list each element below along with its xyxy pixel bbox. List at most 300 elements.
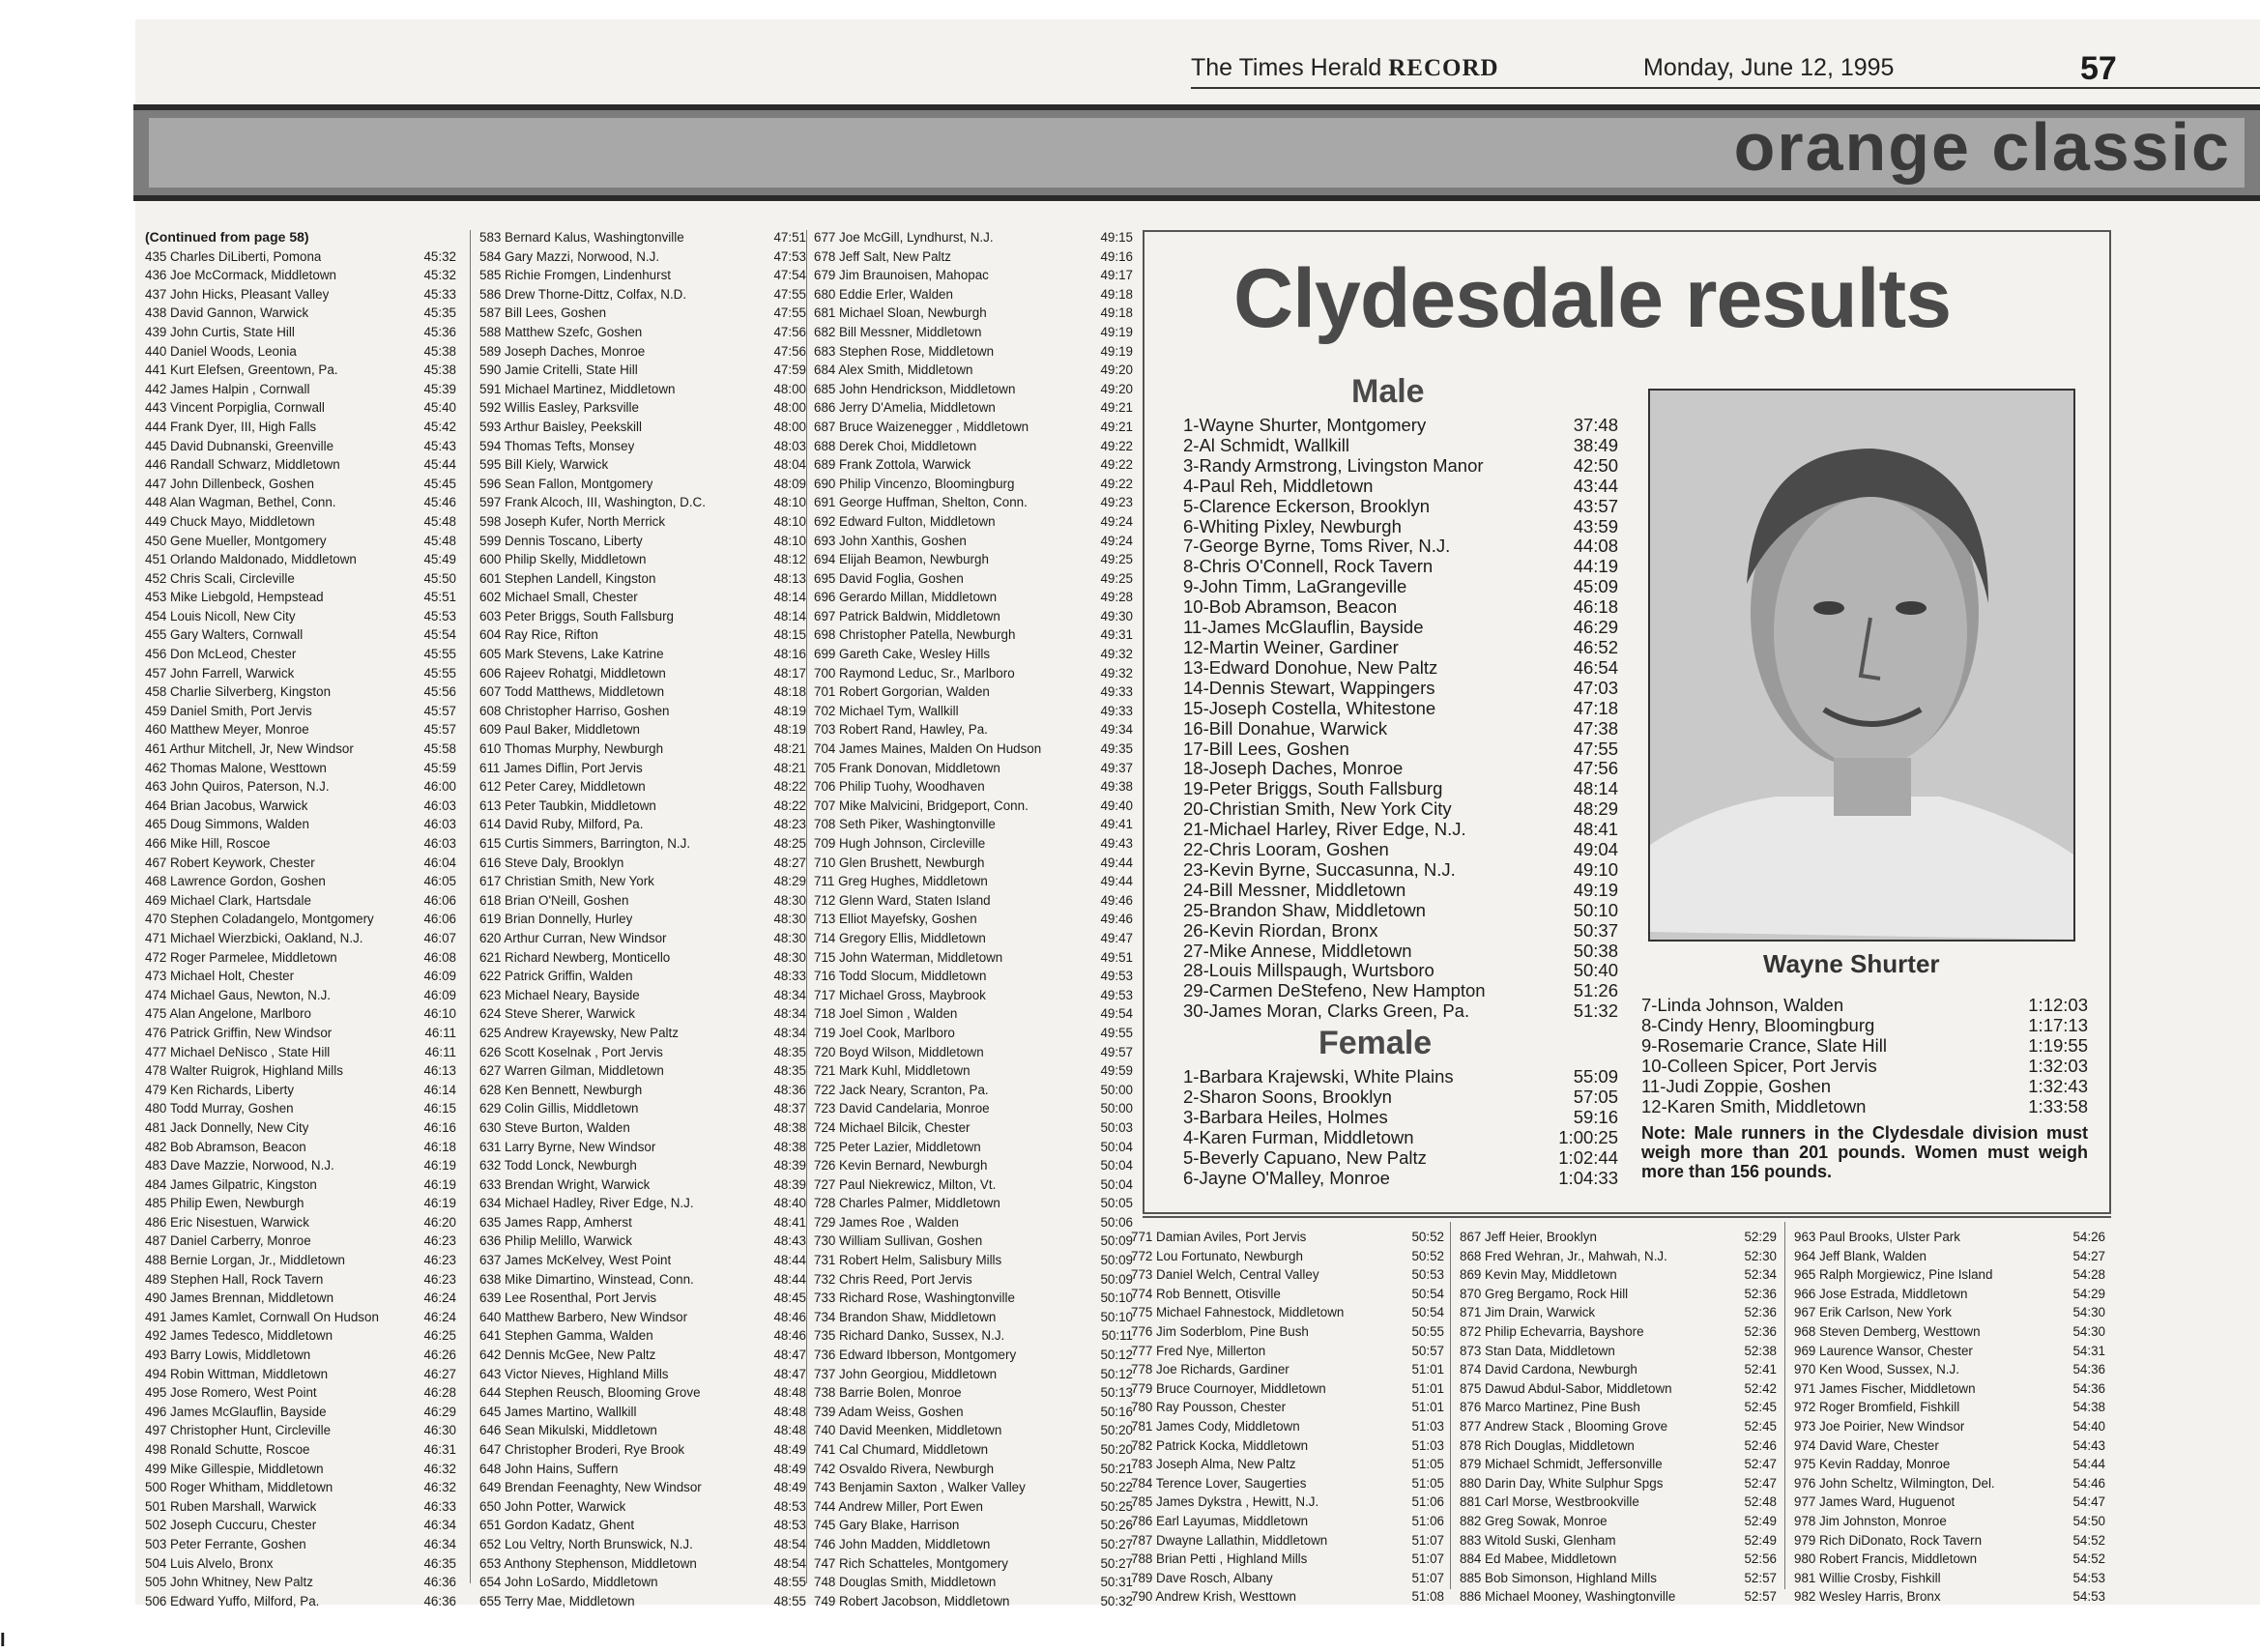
runner-name: 730 William Sullivan, Goshen [814, 1233, 983, 1249]
result-row [479, 797, 806, 816]
runner-name: 972 Roger Bromfield, Fishkill [1794, 1400, 1960, 1415]
result-row [145, 418, 456, 437]
finish-time: 49:17 [1100, 268, 1133, 283]
runner-name: 603 Peter Briggs, South Fallsburg [479, 608, 674, 623]
result-row [1794, 1398, 2105, 1417]
result-row [145, 645, 456, 664]
result-row [145, 475, 456, 494]
finish-time: 48:53 [773, 1498, 806, 1514]
result-row [1460, 1379, 1777, 1399]
finish-time: 49:20 [1100, 381, 1133, 396]
result-row [479, 1004, 806, 1024]
result-row [1794, 1285, 2105, 1304]
runner-name: 452 Chris Scali, Circleville [145, 570, 295, 586]
result-row [479, 342, 806, 362]
runner-name: 679 Jim Braunoisen, Mahopac [814, 268, 989, 283]
finish-time: 48:15 [773, 627, 806, 643]
result-row [814, 1573, 1133, 1592]
result-row [1641, 996, 2088, 1016]
runner-name: 608 Christopher Harriso, Goshen [479, 703, 670, 718]
finish-time: 49:32 [1100, 647, 1133, 662]
finish-time: 1:17:13 [2028, 1014, 2088, 1035]
result-row [814, 418, 1133, 437]
issue-date: Monday, June 12, 1995 [1643, 54, 1895, 81]
finish-time: 45:55 [423, 665, 456, 681]
result-row [145, 625, 456, 645]
finish-time: 49:47 [1100, 930, 1133, 945]
runner-name: 633 Brendan Wright, Warwick [479, 1176, 651, 1192]
runner-name: 455 Gary Walters, Cornwall [145, 627, 304, 643]
result-row [1794, 1474, 2105, 1493]
finish-time: 45:51 [423, 590, 456, 605]
runner-name: 26-Kevin Riordan, Bronx [1183, 919, 1378, 941]
result-row [1183, 942, 1618, 962]
runner-name: 701 Robert Gorgorian, Walden [814, 684, 990, 700]
runner-name: 743 Benjamin Saxton , Walker Valley [814, 1480, 1026, 1495]
finish-time: 51:03 [1411, 1437, 1444, 1453]
result-row [479, 1535, 806, 1554]
finish-time: 52:45 [1744, 1400, 1777, 1415]
finish-time: 50:09 [1100, 1271, 1133, 1287]
result-row [145, 380, 456, 399]
result-row [145, 777, 456, 797]
finish-time: 50:27 [1100, 1536, 1133, 1551]
result-row [145, 1326, 456, 1346]
runner-name: 886 Michael Mooney, Washingtonville [1460, 1589, 1676, 1605]
finish-time: 45:40 [423, 400, 456, 416]
runner-name: 700 Raymond Leduc, Sr., Marlboro [814, 665, 1015, 681]
runner-name: 484 James Gilpatric, Kingston [145, 1176, 317, 1192]
result-row [814, 569, 1133, 589]
finish-time: 46:32 [423, 1461, 456, 1476]
runner-name: 11-Judi Zoppie, Goshen [1641, 1075, 1832, 1096]
result-row [1131, 1379, 1444, 1399]
runner-name: 631 Larry Byrne, New Windsor [479, 1139, 656, 1154]
result-row [814, 910, 1133, 929]
finish-time: 46:23 [423, 1271, 456, 1287]
result-row [479, 1365, 806, 1384]
result-row [814, 929, 1133, 948]
finish-time: 46:16 [423, 1119, 456, 1135]
runner-name: 29-Carmen DeStefeno, New Hampton [1183, 980, 1486, 1001]
runner-name: 10-Colleen Spicer, Port Jervis [1641, 1055, 1877, 1076]
masthead-rule [1191, 87, 2260, 89]
result-row [1460, 1265, 1777, 1285]
result-row [814, 323, 1133, 342]
result-row [1460, 1550, 1777, 1569]
finish-time: 48:36 [773, 1082, 806, 1097]
result-row [1183, 719, 1618, 739]
runner-name: 616 Steve Daly, Brooklyn [479, 855, 624, 870]
finish-time: 48:30 [773, 949, 806, 965]
result-row [479, 1516, 806, 1535]
result-row [814, 1232, 1133, 1251]
finish-time: 46:33 [423, 1498, 456, 1514]
finish-time: 50:04 [1100, 1176, 1133, 1192]
result-row [814, 1024, 1133, 1043]
result-row [145, 361, 456, 380]
runner-name: 684 Alex Smith, Middletown [814, 362, 973, 378]
runner-name: 787 Dwayne Lallathin, Middletown [1131, 1532, 1328, 1548]
finish-time: 54:36 [2072, 1380, 2105, 1396]
result-row [1183, 881, 1618, 901]
result-row [814, 834, 1133, 854]
runner-name: 648 John Hains, Suffern [479, 1461, 619, 1476]
finish-time: 50:38 [1573, 940, 1618, 961]
runner-name: 7-George Byrne, Toms River, N.J. [1183, 536, 1451, 557]
result-row [479, 1043, 806, 1062]
runner-name: 771 Damian Aviles, Port Jervis [1131, 1230, 1307, 1244]
page-number: 57 [2080, 50, 2117, 87]
runner-photo [1648, 389, 2075, 942]
runner-name: 629 Colin Gillis, Middletown [479, 1101, 639, 1116]
runner-name: 444 Frank Dyer, III, High Falls [145, 419, 317, 434]
finish-time: 46:14 [423, 1082, 456, 1097]
result-row [479, 910, 806, 929]
result-row [1794, 1436, 2105, 1456]
finish-time: 49:40 [1100, 797, 1133, 813]
result-row [1183, 536, 1618, 557]
runner-name: 6-Whiting Pixley, Newburgh [1183, 515, 1402, 536]
runner-name: 630 Steve Burton, Walden [479, 1119, 630, 1135]
result-row [145, 834, 456, 854]
finish-time: 49:19 [1100, 343, 1133, 359]
result-row [479, 1383, 806, 1403]
finish-time: 48:49 [773, 1461, 806, 1476]
finish-time: 54:44 [2072, 1457, 2105, 1472]
finish-time: 46:08 [423, 949, 456, 965]
finish-time: 50:40 [1573, 960, 1618, 981]
finish-time: 44:08 [1573, 536, 1618, 557]
result-row [814, 854, 1133, 873]
result-row [814, 967, 1133, 986]
result-row [145, 323, 456, 342]
result-row [479, 512, 806, 532]
runner-name: 647 Christopher Broderi, Rye Brook [479, 1442, 685, 1457]
result-row [479, 1251, 806, 1270]
runner-name: 584 Gary Mazzi, Norwood, N.J. [479, 248, 660, 264]
runner-name: 651 Gordon Kadatz, Ghent [479, 1518, 635, 1533]
finish-time: 48:12 [773, 552, 806, 567]
result-row [1183, 901, 1618, 921]
finish-time: 52:57 [1744, 1589, 1777, 1605]
result-row [479, 1081, 806, 1100]
finish-time: 54:27 [2072, 1248, 2105, 1263]
finish-time: 48:49 [773, 1480, 806, 1495]
runner-name: 716 Todd Slocum, Middletown [814, 969, 987, 984]
finish-time: 52:36 [1744, 1286, 1777, 1301]
runner-name: 981 Willie Crosby, Fishkill [1794, 1570, 1941, 1585]
result-row [1460, 1474, 1777, 1493]
publication-name-bold: RECORD [1388, 55, 1499, 81]
result-row [814, 986, 1133, 1005]
result-row [145, 532, 456, 551]
result-row [145, 1308, 456, 1327]
result-row [1131, 1265, 1444, 1285]
finish-time: 54:29 [2072, 1286, 2105, 1301]
runner-name: 504 Luis Alvelo, Bronx [145, 1555, 274, 1571]
finish-time: 1:19:55 [2028, 1034, 2088, 1056]
runner-name: 649 Brendan Feenaghty, New Windsor [479, 1480, 702, 1495]
result-row [1460, 1247, 1777, 1266]
finish-time: 50:37 [1573, 919, 1618, 941]
runner-name: 472 Roger Parmelee, Middletown [145, 949, 337, 965]
runner-name: 696 Gerardo Millan, Middletown [814, 590, 998, 605]
result-row [1183, 1067, 1618, 1087]
finish-time: 45:57 [423, 722, 456, 738]
runner-name: 585 Richie Fromgen, Lindenhurst [479, 268, 671, 283]
finish-time: 50:05 [1100, 1196, 1133, 1211]
runner-name: 708 Seth Piker, Washingtonville [814, 817, 996, 832]
result-row [145, 815, 456, 834]
result-row [145, 664, 456, 683]
result-row [145, 1270, 456, 1290]
runner-name: 598 Joseph Kufer, North Merrick [479, 513, 666, 529]
result-row [479, 1061, 806, 1081]
result-row [1460, 1587, 1777, 1607]
finish-time: 49:22 [1100, 476, 1133, 491]
finish-time: 47:51 [773, 230, 806, 245]
result-row [1641, 1097, 2088, 1117]
runner-name: 599 Dennis Toscano, Liberty [479, 533, 643, 548]
result-row [479, 361, 806, 380]
finish-time: 45:09 [1573, 576, 1618, 597]
result-row [1183, 779, 1618, 799]
result-row [814, 493, 1133, 512]
runner-name: 698 Christopher Patella, Newburgh [814, 627, 1016, 643]
finish-time: 46:11 [424, 1044, 456, 1059]
runner-name: 625 Andrew Krayewsky, New Paltz [479, 1025, 679, 1040]
result-row [1183, 436, 1618, 456]
result-row [479, 682, 806, 702]
finish-time: 46:09 [423, 969, 456, 984]
finish-time: 48:22 [773, 797, 806, 813]
finish-time: 46:03 [423, 797, 456, 813]
runner-name: 876 Marco Martinez, Pine Bush [1460, 1400, 1640, 1415]
result-row [814, 455, 1133, 475]
runner-name: 492 James Tedesco, Middletown [145, 1328, 333, 1344]
result-row [145, 854, 456, 873]
result-row [1460, 1455, 1777, 1474]
runner-name: 481 Jack Donnelly, New City [145, 1119, 309, 1135]
runner-name: 609 Paul Baker, Middletown [479, 722, 640, 738]
result-row [145, 929, 456, 948]
result-row [145, 1535, 456, 1554]
runner-name: 979 Rich DiDonato, Rock Tavern [1794, 1532, 1983, 1548]
result-row [1183, 860, 1618, 881]
runner-name: 636 Philip Melillo, Warwick [479, 1233, 633, 1249]
result-row [145, 1383, 456, 1403]
result-row [479, 1497, 806, 1517]
result-row [1460, 1303, 1777, 1322]
weight-note: Note: Male runners in the Clydesdale division must weigh more than 201 pounds. Women must weigh more than 156 pounds. [1641, 1123, 2088, 1181]
result-row [814, 720, 1133, 739]
finish-time: 45:57 [423, 703, 456, 718]
runner-name: 613 Peter Taubkin, Middletown [479, 797, 656, 813]
result-row [145, 1232, 456, 1251]
runner-name: 443 Vincent Porpiglia, Cornwall [145, 400, 325, 416]
finish-time: 46:30 [423, 1423, 456, 1438]
finish-time: 48:47 [773, 1366, 806, 1381]
finish-time: 48:30 [773, 930, 806, 945]
runner-name: 705 Frank Donovan, Middletown [814, 760, 1000, 775]
result-row [145, 455, 456, 475]
runner-name: 873 Stan Data, Middletown [1460, 1343, 1615, 1358]
result-row [145, 493, 456, 512]
result-row [1794, 1322, 2105, 1342]
result-row [1131, 1569, 1444, 1588]
runner-name: 494 Robin Wittman, Middletown [145, 1366, 329, 1381]
result-row [145, 1440, 456, 1460]
runner-name: 652 Lou Veltry, North Brunswick, N.J. [479, 1536, 693, 1551]
finish-time: 50:25 [1100, 1498, 1133, 1514]
result-row [1794, 1265, 2105, 1285]
result-row [145, 759, 456, 778]
finish-time: 45:45 [423, 476, 456, 491]
result-row [1460, 1436, 1777, 1456]
finish-time: 46:34 [423, 1536, 456, 1551]
finish-time: 51:01 [1411, 1362, 1444, 1377]
runner-name: 471 Michael Wierzbicki, Oakland, N.J. [145, 930, 363, 945]
runner-name: 435 Charles DiLiberti, Pomona [145, 248, 322, 264]
finish-time: 49:19 [1100, 324, 1133, 339]
runner-name: 594 Thomas Tefts, Monsey [479, 438, 635, 453]
section-title: orange classic [1733, 109, 2231, 185]
runner-name: 715 John Waterman, Middletown [814, 949, 1003, 965]
result-row [814, 1175, 1133, 1195]
finish-time: 49:21 [1100, 400, 1133, 416]
result-row [145, 512, 456, 532]
finish-time: 47:53 [773, 248, 806, 264]
finish-time: 1:02:44 [1558, 1146, 1618, 1168]
finish-time: 51:05 [1411, 1475, 1444, 1491]
runner-name: 682 Bill Messner, Middletown [814, 324, 982, 339]
result-row [145, 682, 456, 702]
runner-name: 785 James Dykstra , Hewitt, N.J. [1131, 1494, 1319, 1510]
finish-time: 47:03 [1573, 677, 1618, 698]
finish-time: 50:00 [1100, 1101, 1133, 1116]
runner-name: 464 Brian Jacobus, Warwick [145, 797, 308, 813]
result-row [145, 398, 456, 418]
finish-time: 46:24 [423, 1309, 456, 1324]
finish-time: 48:14 [773, 608, 806, 623]
finish-time: 48:55 [773, 1593, 806, 1609]
finish-time: 49:44 [1100, 855, 1133, 870]
runner-name: 720 Boyd Wilson, Middletown [814, 1044, 984, 1059]
finish-time: 51:06 [1411, 1513, 1444, 1528]
runner-name: 624 Steve Sherer, Warwick [479, 1006, 636, 1022]
result-row [814, 1365, 1133, 1384]
result-row [479, 1403, 806, 1422]
runner-name: 680 Eddie Erler, Walden [814, 286, 953, 302]
finish-time: 50:31 [1100, 1575, 1133, 1590]
runner-name: 502 Joseph Cuccuru, Chester [145, 1518, 317, 1533]
runner-name: 745 Gary Blake, Harrison [814, 1518, 960, 1533]
finish-time: 54:40 [2072, 1418, 2105, 1434]
finish-time: 52:47 [1744, 1457, 1777, 1472]
result-row [145, 1138, 456, 1157]
result-row [814, 1043, 1133, 1062]
result-row [814, 777, 1133, 797]
runner-name: 634 Michael Hadley, River Edge, N.J. [479, 1196, 694, 1211]
finish-time: 49:53 [1100, 969, 1133, 984]
result-row [479, 304, 806, 323]
result-row [479, 1440, 806, 1460]
result-row [479, 228, 806, 247]
runner-name: 9-Rosemarie Crance, Slate Hill [1641, 1034, 1887, 1056]
result-row [1183, 557, 1618, 577]
result-row [814, 1592, 1133, 1611]
result-row [145, 739, 456, 759]
finish-time: 48:46 [773, 1309, 806, 1324]
runner-name: 744 Andrew Miller, Port Ewen [814, 1498, 983, 1514]
runner-name: 456 Don McLeod, Chester [145, 647, 297, 662]
runner-name: 28-Louis Millspaugh, Wurtsboro [1183, 960, 1434, 981]
result-row [1183, 416, 1618, 436]
result-row [145, 1497, 456, 1517]
runner-name: 4-Karen Furman, Middletown [1183, 1126, 1414, 1147]
result-row [1183, 759, 1618, 779]
result-row [1183, 840, 1618, 860]
runner-name: 875 Dawud Abdul-Sabor, Middletown [1460, 1380, 1672, 1396]
result-row [814, 1270, 1133, 1290]
results-column-4 [1131, 1228, 1444, 1607]
runner-name: 23-Kevin Byrne, Succasunna, N.J. [1183, 858, 1456, 880]
result-row [479, 1118, 806, 1138]
runner-name: 604 Ray Rice, Rifton [479, 627, 598, 643]
result-row [145, 285, 456, 304]
runner-name: 695 David Foglia, Goshen [814, 570, 964, 586]
runner-name: 869 Kevin May, Middletown [1460, 1267, 1617, 1283]
finish-time: 49:38 [1100, 779, 1133, 795]
result-row [479, 1213, 806, 1232]
result-row [145, 1516, 456, 1535]
result-row [145, 720, 456, 739]
runner-name: 777 Fred Nye, Millerton [1131, 1343, 1266, 1358]
finish-time: 52:36 [1744, 1323, 1777, 1339]
runner-name: 881 Carl Morse, Westbrookville [1460, 1494, 1639, 1510]
finish-time: 46:34 [423, 1518, 456, 1533]
runner-name: 683 Stephen Rose, Middletown [814, 343, 995, 359]
result-row [145, 266, 456, 285]
runner-name: 20-Christian Smith, New York City [1183, 798, 1452, 820]
result-row [479, 550, 806, 569]
runner-name: 980 Robert Francis, Middletown [1794, 1551, 1978, 1567]
finish-time: 48:03 [773, 438, 806, 453]
finish-time: 50:10 [1100, 1290, 1133, 1306]
runner-name: 463 John Quiros, Paterson, N.J. [145, 779, 330, 795]
finish-time: 45:38 [423, 343, 456, 359]
runner-name: 678 Jeff Salt, New Paltz [814, 248, 951, 264]
runner-name: 485 Philip Ewen, Newburgh [145, 1196, 304, 1211]
result-row [814, 1081, 1133, 1100]
result-row [1460, 1417, 1777, 1436]
result-row [1460, 1493, 1777, 1512]
finish-time: 48:34 [773, 1025, 806, 1040]
runner-name: 790 Andrew Krish, Westtown [1131, 1589, 1296, 1605]
finish-time: 47:56 [773, 324, 806, 339]
result-row [1460, 1512, 1777, 1531]
result-row [814, 1308, 1133, 1327]
headline: Clydesdale results [1233, 252, 1952, 345]
result-row [479, 1326, 806, 1346]
result-row [1131, 1493, 1444, 1512]
runner-name: 703 Robert Rand, Hawley, Pa. [814, 722, 988, 738]
finish-time: 45:39 [423, 381, 456, 396]
runner-name: 653 Anthony Stephenson, Middletown [479, 1555, 697, 1571]
finish-time: 54:50 [2072, 1513, 2105, 1528]
finish-time: 52:29 [1744, 1230, 1777, 1244]
